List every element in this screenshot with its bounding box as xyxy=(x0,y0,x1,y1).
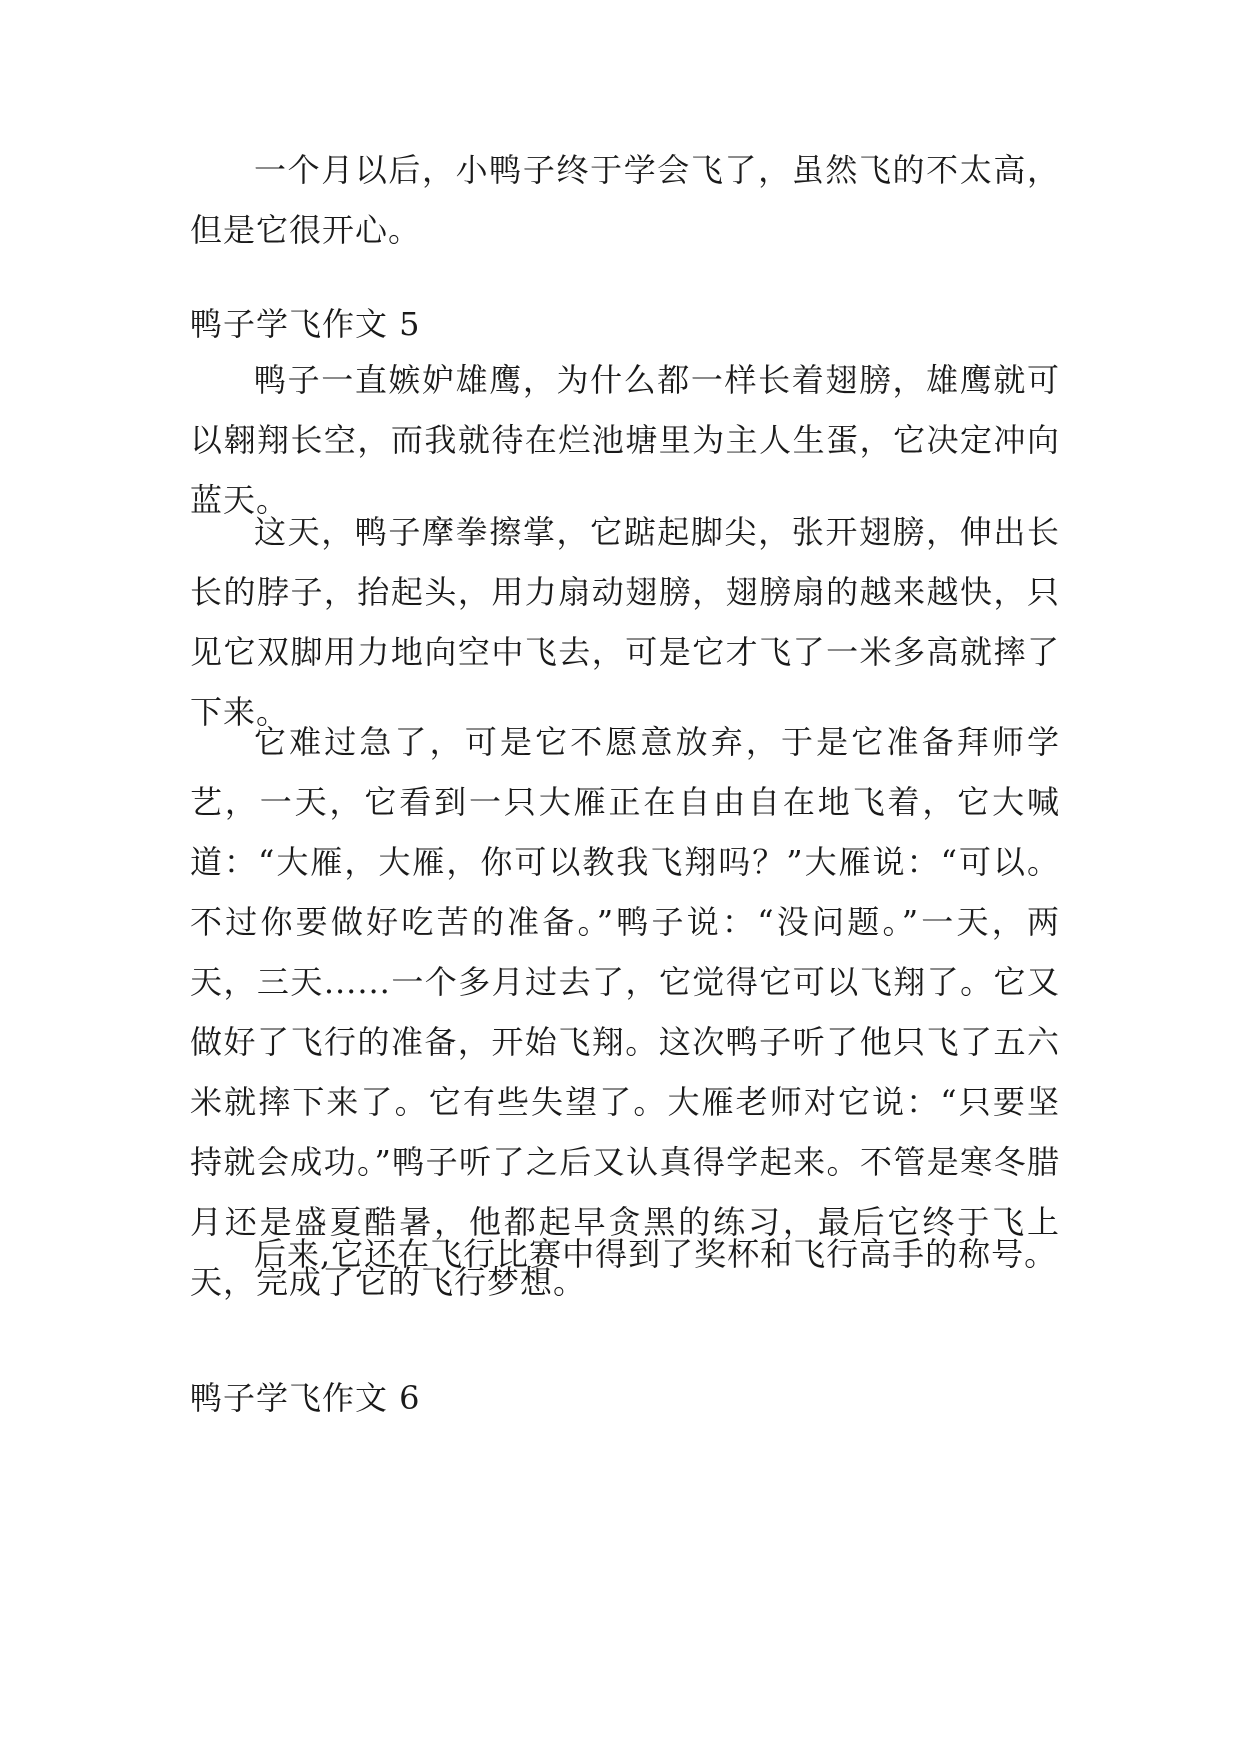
section5-paragraph-1: 鸭子一直嫉妒雄鹰，为什么都一样长着翅膀，雄鹰就可以翱翔长空，而我就待在烂池塘里为主人生蛋，它决定冲向蓝天。 xyxy=(190,361,1060,519)
section5-paragraph-4: 后来,它还在飞行比赛中得到了奖杯和飞行高手的称号。 xyxy=(254,1235,1058,1273)
section-heading-5: 鸭子学飞作文 5 xyxy=(190,305,421,343)
paragraph-intro: 一个月以后，小鸭子终于学会飞了，虽然飞的不太高，但是它很开心。 xyxy=(190,151,1060,249)
section-heading-6: 鸭子学飞作文 6 xyxy=(190,1379,421,1417)
section5-paragraph-2: 这天，鸭子摩拳擦掌，它踮起脚尖，张开翅膀，伸出长长的脖子，抬起头，用力扇动翅膀，翅膀扇的越来越快，只见它双脚用力地向空中飞去，可是它才飞了一米多高就摔了下来。 xyxy=(190,513,1060,731)
section5-paragraph-3: 它难过急了，可是它不愿意放弃，于是它准备拜师学艺，一天，它看到一只大雁正在自由自在地飞着，它大喊道：“大雁，大雁，你可以教我飞翔吗？”大雁说：“可以。不过你要做好吃苦的准备。”鸭子说：“没问题。”一天，两天，三天......一个多月过去了，它觉得它可以飞翔了。它又做好了飞行的准备，开始飞翔。这次鸭子听了他只飞了五六米就摔下来了。它有些失望了。大雁老师对它说：“只要坚持就会成功。”鸭子听了之后又认真得学起来。不管是寒冬腊月还是盛夏酷暑，他都起早贪黑的练习，最后它终于飞上天，完成了它的飞行梦想。 xyxy=(190,723,1060,1301)
